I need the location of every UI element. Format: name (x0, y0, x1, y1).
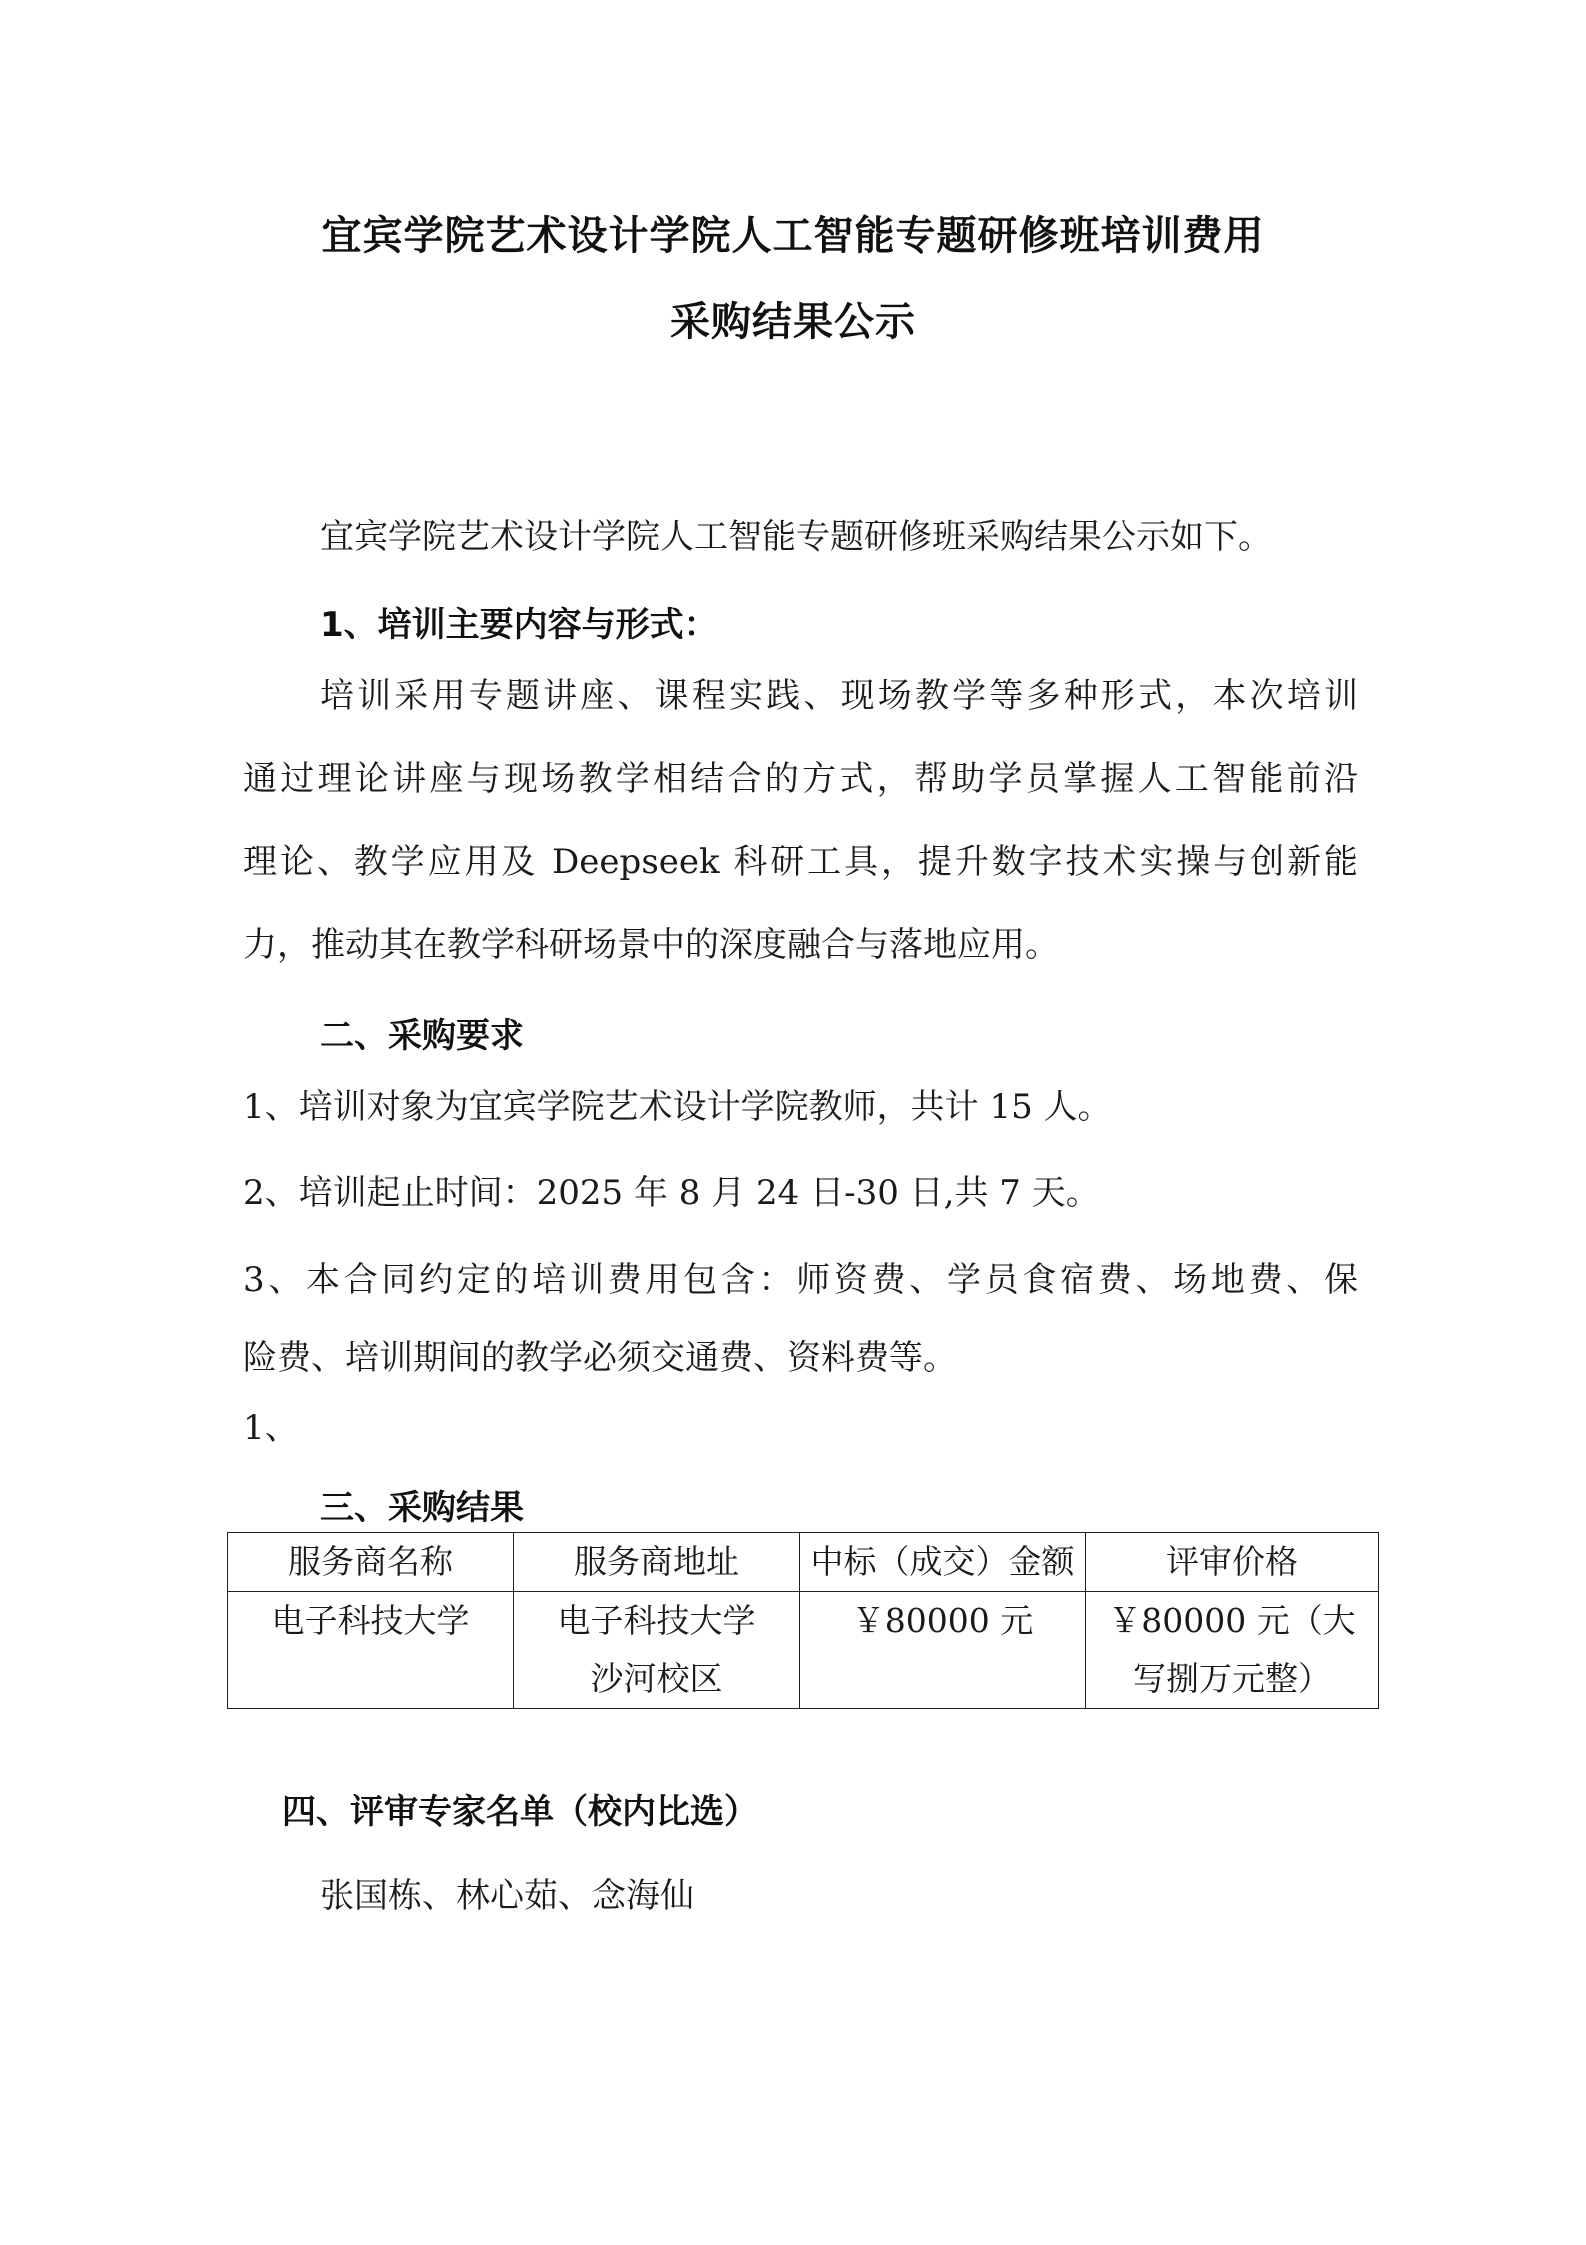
document-title-line-1: 宜宾学院艺术设计学院人工智能专题研修班培训费用 (321, 212, 1265, 259)
cell-provider-address (514, 1592, 800, 1709)
section-1-line-2: 通过理论讲座与现场教学相结合的方式，帮助学员掌握人工智能前沿 (243, 759, 1358, 799)
header-provider-name: 服务商名称 (228, 1533, 514, 1592)
header-winning-amount: 中标（成交）金额 (800, 1533, 1086, 1592)
document-title-line-2: 采购结果公示 (670, 298, 916, 345)
section-4-heading: 四、评审专家名单（校内比选） (282, 1792, 758, 1832)
table-header-row (228, 1533, 1379, 1592)
cell-provider-name: 电子科技大学 (228, 1592, 514, 1709)
cell-review-price (1086, 1592, 1379, 1709)
intro-paragraph: 宜宾学院艺术设计学院人工智能专题研修班采购结果公示如下。 (320, 517, 1272, 557)
section-1-line-4: 力，推动其在教学科研场景中的深度融合与落地应用。 (243, 925, 1059, 965)
table-row (228, 1592, 1379, 1709)
section-1-line-3: 理论、教学应用及 Deepseek 科研工具，提升数字技术实操与创新能 (243, 842, 1358, 882)
header-review-price: 评审价格 (1086, 1533, 1379, 1592)
header-provider-address: 服务商地址 (514, 1533, 800, 1592)
cell-provider-address-line-2: 沙河校区 (590, 1659, 723, 1698)
section-1-heading: 1、培训主要内容与形式： (320, 605, 718, 645)
requirement-item-1: 1、培训对象为宜宾学院艺术设计学院教师，共计 15 人。 (243, 1087, 1112, 1127)
cell-review-price-line-2: 写捌万元整） (1133, 1659, 1331, 1698)
requirement-item-2: 2、培训起止时间：2025 年 8 月 24 日-30 日,共 7 天。 (243, 1173, 1100, 1213)
section-3-heading: 三、采购结果 (320, 1488, 524, 1528)
cell-provider-address-line-1: 电子科技大学 (557, 1601, 756, 1640)
section-1-line-1: 培训采用专题讲座、课程实践、现场教学等多种形式，本次培训 (320, 676, 1358, 716)
cell-review-price-line-1: ￥80000 元（大 (1108, 1601, 1356, 1640)
procurement-result-table (227, 1532, 1379, 1709)
section-2-heading: 二、采购要求 (320, 1016, 524, 1056)
requirement-item-3-line-1: 3、本合同约定的培训费用包含：师资费、学员食宿费、场地费、保 (243, 1260, 1358, 1300)
expert-list: 张国栋、林心茹、念海仙 (320, 1876, 694, 1916)
cell-winning-amount: ￥80000 元 (800, 1592, 1086, 1709)
requirement-item-4: 1、 (243, 1408, 299, 1448)
requirement-item-3-line-2: 险费、培训期间的教学必须交通费、资料费等。 (243, 1338, 957, 1378)
